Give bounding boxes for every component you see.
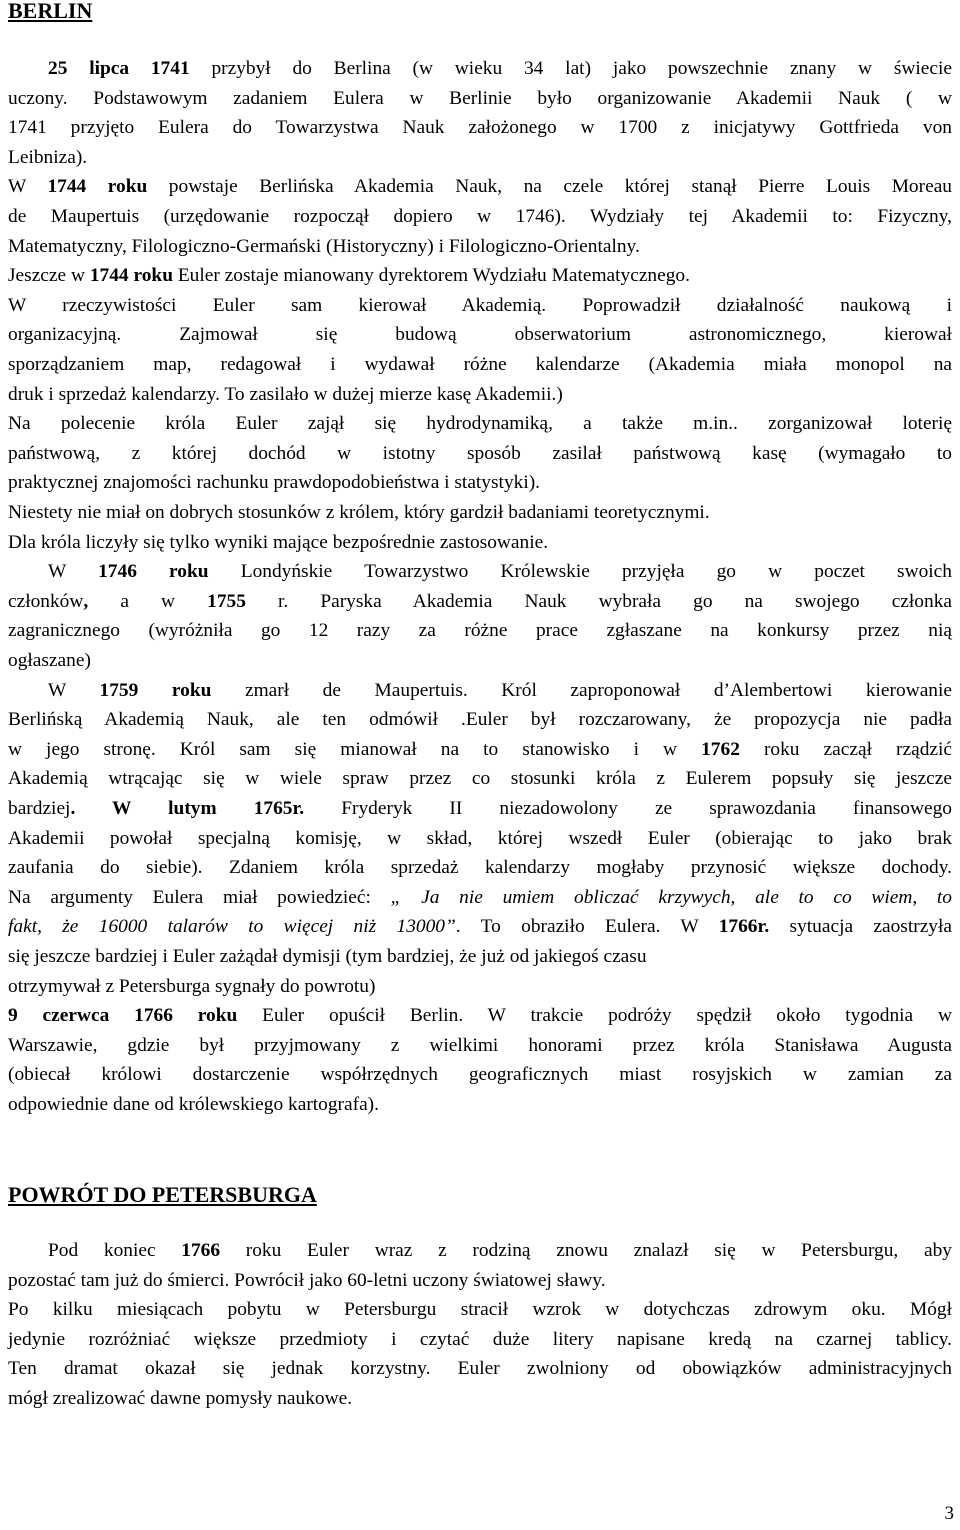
text-line	[8, 234, 952, 260]
italic-quote: „ Ja nie umiem obliczać krzywych, ale to co wiem, to	[390, 887, 952, 908]
text-line	[48, 559, 952, 585]
text-line	[8, 86, 952, 112]
text-line	[8, 174, 952, 200]
section-heading-petersburg: POWRÓT DO PETERSBURGA	[8, 1182, 317, 1207]
text-line	[8, 885, 952, 911]
text-run: Ten dramat okazał się jednak korzystny. Euler zwolniony od obowiązków administracyjnych	[8, 1358, 952, 1379]
text-line	[8, 530, 952, 556]
text-line	[8, 382, 952, 408]
text-run: Berlińską Akademią Nauk, ale ten odmówił .Euler był rozczarowany, że propozycja nie padła	[8, 709, 952, 730]
bold-text: 1755	[207, 591, 246, 612]
text-line	[8, 796, 952, 822]
text-run: . To obraziło Eulera. W	[455, 916, 719, 937]
text-run: sporządzaniem map, redagował i wydawał różne kalendarze (Akademia miała monopol na	[8, 354, 952, 375]
text-run: w jego stronę. Król sam się mianował na to stanowisko i w	[8, 739, 702, 760]
text-run: sytuacja zaostrzyła	[769, 916, 952, 937]
text-line	[8, 263, 952, 289]
text-line	[8, 1033, 952, 1059]
text-run: a w	[88, 591, 208, 612]
bold-text: 1759 roku	[99, 680, 212, 701]
text-run: Euler opuścił Berlin. W trakcie podróży spędził około tygodnia w	[237, 1005, 952, 1026]
text-run: Londyńskie Towarzystwo Królewskie przyjęła go w poczet swoich	[208, 561, 952, 582]
text-run: uczony. Podstawowym zadaniem Eulera w Berlinie było organizowanie Akademii Nauk ( w	[8, 88, 952, 109]
text-run: Warszawie, gdzie był przyjmowany z wielkimi honorami przez króla Stanisława Augusta	[8, 1035, 952, 1056]
text-run: organizacyjną. Zajmował się budową obserwatorium astronomicznego, kierował	[8, 324, 952, 345]
bold-text: 9 czerwca 1766 roku	[8, 1005, 238, 1026]
text-run: r. Paryska Akademia Nauk wybrała go na swojego członka	[245, 591, 952, 612]
text-line	[48, 1238, 952, 1264]
text-line	[8, 500, 952, 526]
text-run: Na polecenie króla Euler zajął się hydrodynamiką, a także m.in.. zorganizował loterię	[8, 413, 952, 434]
text-run: W	[8, 176, 48, 197]
text-run: państwową, z której dochód w istotny sposób zasilał państwową kasę (wymagało to	[8, 443, 952, 464]
text-run: W rzeczywistości Euler sam kierował Akademią. Poprowadził działalność naukową i	[8, 295, 952, 316]
text-run: Akademią wtrącając się w wiele spraw przez co stosunki króla z Eulerem popsuły się jeszcze	[8, 768, 952, 789]
text-line	[8, 352, 952, 378]
text-line	[8, 737, 952, 763]
text-run: Na argumenty Eulera miał powiedzieć:	[8, 887, 391, 908]
text-line	[8, 115, 952, 141]
text-run: Akademii powołał specjalną komisję, w skład, której wszedł Euler (obierając to jako brak	[8, 828, 952, 849]
text-run: Dla króla liczyły się tylko wyniki mające bezpośrednie zastosowanie.	[8, 532, 549, 553]
text-line	[8, 974, 952, 1000]
text-line	[8, 914, 952, 940]
bold-text: 25 lipca 1741	[48, 58, 190, 79]
text-line	[48, 678, 952, 704]
bold-text: ,	[83, 591, 89, 612]
text-line	[8, 589, 952, 615]
text-line	[8, 322, 952, 348]
text-run: Po kilku miesiącach pobytu w Petersburgu stracił wzrok w dotychczas zdrowym oku. Mógł	[8, 1299, 952, 1320]
text-run: Matematyczny, Filologiczno-Germański (Historyczny) i Filologiczno-Orientalny.	[8, 236, 640, 257]
text-run: zaufania do siebie). Zdaniem króla sprzedaż kalendarzy mogłaby przynosić większe dochody.	[8, 857, 952, 878]
text-line	[8, 618, 952, 644]
text-line	[8, 826, 952, 852]
bold-text: 1766r.	[718, 916, 770, 937]
text-run: de Maupertuis (urzędowanie rozpoczął dopiero w 1746). Wydziały tej Akademii to: Fizyczny,	[8, 206, 952, 227]
text-run: W	[48, 680, 100, 701]
text-run: mógł zrealizować dawne pomysły naukowe.	[8, 1388, 353, 1409]
text-run: roku zaczął rządzić	[739, 739, 952, 760]
text-run: bardziej	[8, 798, 71, 819]
text-run: roku Euler wraz z rodziną znowu znalazł się w Petersburgu, aby	[220, 1240, 952, 1261]
text-run: otrzymywał z Petersburga sygnały do powrotu)	[8, 976, 376, 997]
text-run: 1741 przyjęto Eulera do Towarzystwa Nauk założonego w 1700 z inicjatywy Gottfrieda von	[8, 117, 952, 138]
text-line	[8, 707, 952, 733]
text-line	[8, 1327, 952, 1353]
text-line	[8, 944, 952, 970]
text-run: jedynie rozróżniać większe przedmioty i czytać duże litery napisane kredą na czarnej tablicy.	[8, 1329, 952, 1350]
text-line	[8, 1268, 952, 1294]
text-line	[8, 1297, 952, 1323]
page-number: 3	[944, 1503, 954, 1524]
text-run: Fryderyk II niezadowolony ze sprawozdania finansowego	[304, 798, 953, 819]
text-line	[8, 855, 952, 881]
text-run: W	[48, 561, 99, 582]
text-line	[8, 648, 952, 674]
bold-text: 1746 roku	[98, 561, 209, 582]
text-run: przybył do Berlina (w wieku 34 lat) jako powszechnie znany w świecie	[189, 58, 952, 79]
text-run: się jeszcze bardziej i Euler zażądał dymisji (tym bardziej, że już od jakiegoś czasu	[8, 946, 647, 967]
text-line	[8, 1062, 952, 1088]
text-line	[8, 145, 952, 171]
text-run: ogłaszane)	[8, 650, 91, 671]
text-run: Leibniza).	[8, 147, 88, 168]
text-run: (obiecał królowi dostarczenie współrzędnych geograficznych miast rosyjskich w zamian za	[8, 1064, 952, 1085]
text-run: Pod koniec	[48, 1240, 182, 1261]
text-run: druk i sprzedaż kalendarzy. To zasilało w dużej mierze kasę Akademii.)	[8, 384, 563, 405]
text-line	[8, 1003, 952, 1029]
text-run: zagranicznego (wyróżniła go 12 razy za różne prace zgłaszane na konkursy przez nią	[8, 620, 952, 641]
text-line	[48, 56, 952, 82]
text-run: pozostać tam już do śmierci. Powrócił jako 60-letni uczony światowej sławy.	[8, 1270, 606, 1291]
text-line	[8, 1386, 952, 1412]
text-run: członków	[8, 591, 84, 612]
text-line	[8, 470, 952, 496]
text-line	[8, 766, 952, 792]
bold-text: 1762	[701, 739, 740, 760]
bold-text: 1744 roku	[89, 265, 173, 286]
text-line	[8, 441, 952, 467]
text-line	[8, 411, 952, 437]
bold-text: 1744 roku	[47, 176, 148, 197]
bold-text: 1766	[181, 1240, 221, 1261]
italic-quote: fakt, że 16000 talarów to więcej niż 13000”	[8, 916, 456, 937]
section-heading-berlin: BERLIN	[8, 0, 93, 23]
text-run: Euler zostaje mianowany dyrektorem Wydziału Matematycznego.	[172, 265, 690, 286]
text-run: praktycznej znajomości rachunku prawdopodobieństwa i statystyki).	[8, 472, 541, 493]
text-run: odpowiednie dane od królewskiego kartografa).	[8, 1094, 379, 1115]
text-run: Jeszcze w	[8, 265, 90, 286]
text-line	[8, 293, 952, 319]
text-line	[8, 1356, 952, 1382]
text-run: Niestety nie miał on dobrych stosunków z królem, który gardził badaniami teoretycznymi.	[8, 502, 710, 523]
text-line	[8, 1092, 952, 1118]
bold-text: . W lutym 1765r.	[70, 798, 305, 819]
text-line	[8, 204, 952, 230]
text-run: zmarł de Maupertuis. Król zaproponował d’Alembertowi kierowanie	[211, 680, 952, 701]
text-run: powstaje Berlińska Akademia Nauk, na czele której stanął Pierre Louis Moreau	[147, 176, 952, 197]
